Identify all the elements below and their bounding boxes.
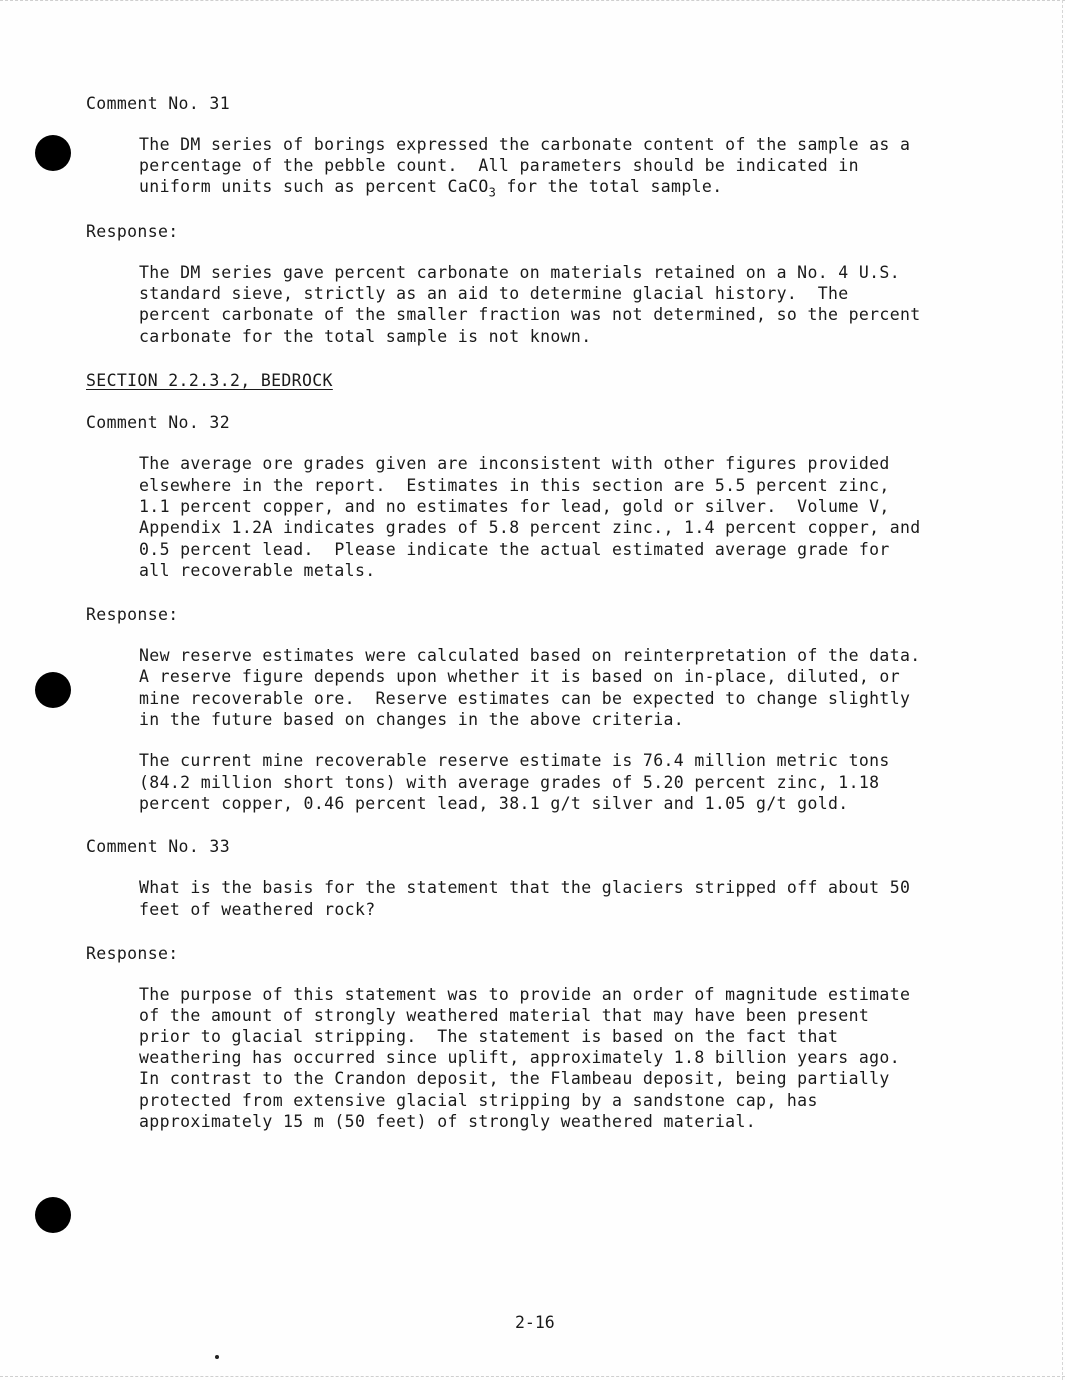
response-text-line: in the future based on changes in the above criteria. — [139, 710, 685, 729]
response-text-line: standard sieve, strictly as an aid to determine glacial history. The — [139, 284, 849, 303]
revision-bullet-marker — [35, 135, 71, 171]
response-text-line: The DM series gave percent carbonate on materials retained on a No. 4 U.S. — [139, 263, 901, 282]
comment-text-line: The DM series of borings expressed the carbonate content of the sample as a — [139, 135, 911, 154]
comment-text-line: percentage of the pebble count. All parameters should be indicated in — [139, 156, 859, 175]
response-text-line: carbonate for the total sample is not known. — [139, 327, 592, 346]
comment-text-line: all recoverable metals. — [139, 561, 376, 580]
response-text-line: approximately 15 m (50 feet) of strongly weathered material. — [139, 1112, 757, 1131]
revision-bullet-marker — [35, 1197, 71, 1233]
comment-heading: Comment No. 32 — [86, 413, 230, 432]
response-text-line: A reserve figure depends upon whether it is based on in-place, diluted, or — [139, 667, 901, 686]
response-text-line: weathering has occurred since uplift, approximately 1.8 billion years ago. — [139, 1048, 901, 1067]
response-text-line: The purpose of this statement was to provide an order of magnitude estimate — [139, 985, 911, 1004]
response-text-line: (84.2 million short tons) with average grades of 5.20 percent zinc, 1.18 — [139, 773, 880, 792]
comment-heading: Comment No. 33 — [86, 837, 230, 856]
scan-speck — [215, 1355, 219, 1359]
response-text-line: mine recoverable ore. Reserve estimates can be expected to change slightly — [139, 689, 911, 708]
comment-text-line: elsewhere in the report. Estimates in this section are 5.5 percent zinc, — [139, 476, 890, 495]
scan-bottom-edge — [0, 1376, 1065, 1378]
response-text-line: The current mine recoverable reserve estimate is 76.4 million metric tons — [139, 751, 890, 770]
page-number: 2-16 — [515, 1313, 555, 1332]
scan-right-edge — [1062, 0, 1064, 1380]
scan-top-edge — [0, 0, 1065, 3]
response-heading: Response: — [86, 222, 179, 241]
comment-heading: Comment No. 31 — [86, 94, 230, 113]
response-text-line: New reserve estimates were calculated based on reinterpretation of the data. — [139, 646, 921, 665]
comment-text-line: What is the basis for the statement that the glaciers stripped off about 50 — [139, 878, 911, 897]
response-text-line: prior to glacial stripping. The statement is based on the fact that — [139, 1027, 839, 1046]
response-heading: Response: — [86, 944, 179, 963]
response-text-line: In contrast to the Crandon deposit, the Flambeau deposit, being partially — [139, 1069, 890, 1088]
comment-text-line: feet of weathered rock? — [139, 900, 376, 919]
comment-text-line: uniform units such as percent CaCO$_3$ for the total sample. — [139, 177, 723, 200]
comment-text-line: 1.1 percent copper, and no estimates for lead, gold or silver. Volume V, — [139, 497, 890, 516]
response-text-line: percent copper, 0.46 percent lead, 38.1 g/t silver and 1.05 g/t gold. — [139, 794, 849, 813]
comment-text-line: The average ore grades given are inconsistent with other figures provided — [139, 454, 890, 473]
response-text-line: percent carbonate of the smaller fraction was not determined, so the percent — [139, 305, 921, 324]
response-text-line: of the amount of strongly weathered material that may have been present — [139, 1006, 870, 1025]
comment-text-line: Appendix 1.2A indicates grades of 5.8 percent zinc., 1.4 percent copper, and — [139, 518, 921, 537]
revision-bullet-marker — [35, 672, 71, 708]
comment-text-line: 0.5 percent lead. Please indicate the actual estimated average grade for — [139, 540, 890, 559]
response-heading: Response: — [86, 605, 179, 624]
section-heading: SECTION 2.2.3.2, BEDROCK — [86, 371, 333, 390]
response-text-line: protected from extensive glacial stripping by a sandstone cap, has — [139, 1091, 818, 1110]
